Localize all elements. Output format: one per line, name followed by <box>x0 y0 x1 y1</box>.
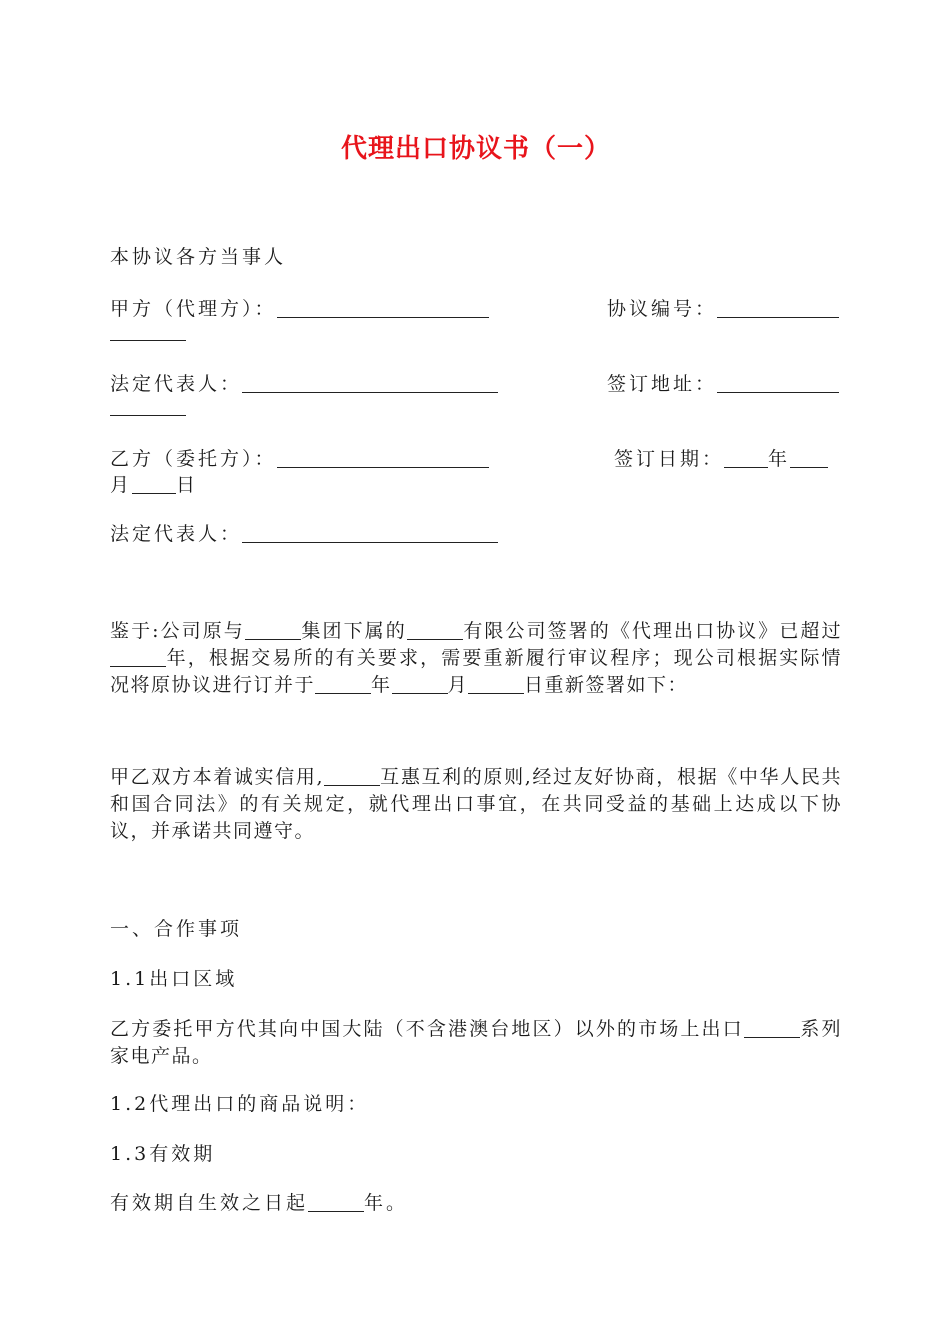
party-b-label: 乙方（委托方）： <box>110 448 277 470</box>
section-1-1-blank <box>744 1017 800 1038</box>
sign-date-year: 年 <box>768 448 791 470</box>
whereas-blank-month <box>392 673 448 694</box>
sign-address-blank <box>717 372 839 393</box>
principle-text-1: 甲乙双方本着诚实信用, <box>110 766 325 788</box>
party-a-blank <box>277 297 489 318</box>
principle-text-2: 互惠互利的原则,经过友好协商，根据《中华人民共和国合同法》的有关规定，就代理出口事宜，在共同受益的基础上达成以下协议，并承诺共同遵守。 <box>110 766 842 842</box>
whereas-blank-group <box>245 619 301 640</box>
principle-blank <box>324 765 380 786</box>
party-a-label: 甲方（代理方）： <box>110 298 277 320</box>
whereas-text-4: 年，根据交易所的有关要求，需要重新履行审议程序；现公司根据实际情况将原协议进行订并于 <box>110 647 842 696</box>
whereas-blank-company <box>407 619 463 640</box>
sign-date-year-blank <box>724 447 768 468</box>
section-1-3-text-1: 有效期自生效之日起 <box>110 1192 309 1214</box>
whereas-paragraph <box>110 618 842 699</box>
section-1-3-heading: 1.3有效期 <box>110 1143 216 1165</box>
agreement-no-label: 协议编号： <box>607 298 718 320</box>
legal-rep-a-label: 法定代表人： <box>110 373 243 395</box>
sign-address-blank-cont <box>110 395 186 416</box>
agreement-no-blank <box>717 297 839 318</box>
sign-date-field <box>614 444 828 471</box>
agreement-no-field <box>607 294 839 321</box>
document-title: 代理出口协议书（一） <box>340 134 611 164</box>
legal-rep-b-field <box>110 519 498 546</box>
whereas-text-7: 日重新签署如下： <box>524 674 689 696</box>
whereas-text-5: 年 <box>371 674 392 696</box>
section-1-1-heading: 1.1出口区域 <box>110 968 238 990</box>
whereas-text-3: 有限公司签署的《代理出口协议》已超过 <box>462 620 842 642</box>
whereas-text-2: 集团下属的 <box>300 620 407 642</box>
party-b-field <box>110 444 489 471</box>
section-1-1-text-2: 系列家电产品。 <box>110 1018 842 1067</box>
sign-address-field <box>607 369 839 396</box>
intro-line: 本协议各方当事人 <box>110 246 287 268</box>
section-1-heading: 一、合作事项 <box>110 918 243 940</box>
legal-rep-a-blank <box>242 372 498 393</box>
legal-rep-a-field <box>110 369 498 396</box>
sign-date-cont <box>110 470 198 497</box>
sign-date-label: 签订日期： <box>614 448 725 470</box>
legal-rep-b-blank <box>242 522 498 543</box>
sign-date-day-blank <box>132 473 176 494</box>
sign-address-label: 签订地址： <box>607 373 718 395</box>
whereas-blank-year <box>315 673 371 694</box>
section-1-3-text-2: 年。 <box>364 1192 409 1214</box>
party-a-field <box>110 294 489 321</box>
section-1-2-heading: 1.2代理出口的商品说明： <box>110 1093 370 1115</box>
whereas-blank-years <box>110 646 166 667</box>
agreement-no-blank-cont <box>110 320 186 341</box>
party-b-blank <box>277 447 489 468</box>
whereas-text-6: 月 <box>447 674 469 696</box>
whereas-text-1: 鉴于:公司原与 <box>110 620 245 642</box>
principle-paragraph <box>110 764 842 845</box>
section-1-1-text-1: 乙方委托甲方代其向中国大陆（不含港澳台地区）以外的市场上出口 <box>110 1018 744 1040</box>
section-1-3-blank <box>308 1191 364 1212</box>
sign-date-month-blank <box>790 447 828 468</box>
section-1-3-body <box>110 1190 408 1216</box>
legal-rep-b-label: 法定代表人： <box>110 523 243 545</box>
sign-date-day: 日 <box>176 474 199 496</box>
whereas-blank-day <box>468 673 524 694</box>
section-1-1-body <box>110 1016 842 1070</box>
sign-date-month: 月 <box>110 474 133 496</box>
document-page <box>110 0 842 1344</box>
